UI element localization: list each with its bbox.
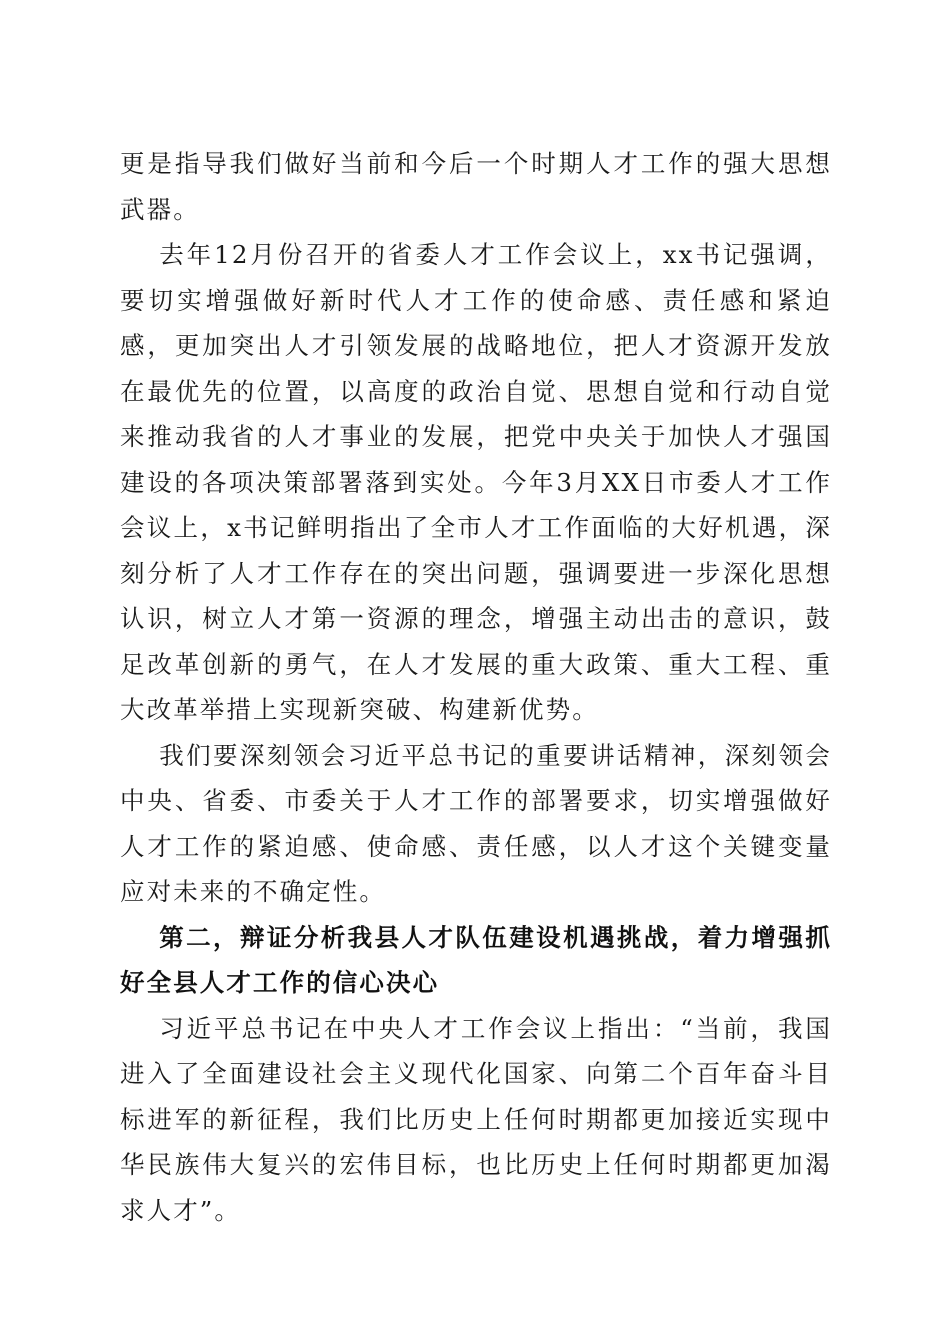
section-heading-second: 第二，辩证分析我县人才队伍建设机遇挑战，着力增强抓好全县人才工作的信心决心 xyxy=(120,922,832,997)
paragraph-understanding-requirements: 我们要深刻领会习近平总书记的重要讲话精神，深刻领会中央、省委、市委关于人才工作的部署要求，切实增强做好人才工作的紧迫感、使命感、责任感，以人才这个关键变量应对未来的不确定性。 xyxy=(120,740,832,906)
paragraph-provincial-meeting: 去年12月份召开的省委人才工作会议上，xx书记强调，要切实增强做好新时代人才工作的使命感、责任感和紧迫感，更加突出人才引领发展的战略地位，把人才资源开发放在最优先的位置，以高度的政治自觉、思想自觉和行动自觉来推动我省的人才事业的发展，把党中央关于加快人才强国建设的各项决策部署落到实处。今年3月XX日市委人才工作会议上，x书记鲜明指出了全市人才工作面临的大好机遇，深刻分析了人才工作存在的突出问题，强调要进一步深化思想认识，树立人才第一资源的理念，增强主动出击的意识，鼓足改革创新的勇气，在人才发展的重大政策、重大工程、重大改革举措上实现新突破、构建新优势。 xyxy=(120,240,832,724)
paragraph-central-meeting-quote: 习近平总书记在中央人才工作会议上指出：“当前，我国进入了全面建设社会主义现代化国家、向第二个百年奋斗目标进军的新征程，我们比历史上任何时期都更加接近实现中华民族伟大复兴的宏伟目标，也比历史上任何时期都更加渴求人才”。 xyxy=(120,1013,832,1225)
document-body xyxy=(120,141,832,1233)
paragraph-continuation: 更是指导我们做好当前和今后一个时期人才工作的强大思想武器。 xyxy=(120,149,832,224)
